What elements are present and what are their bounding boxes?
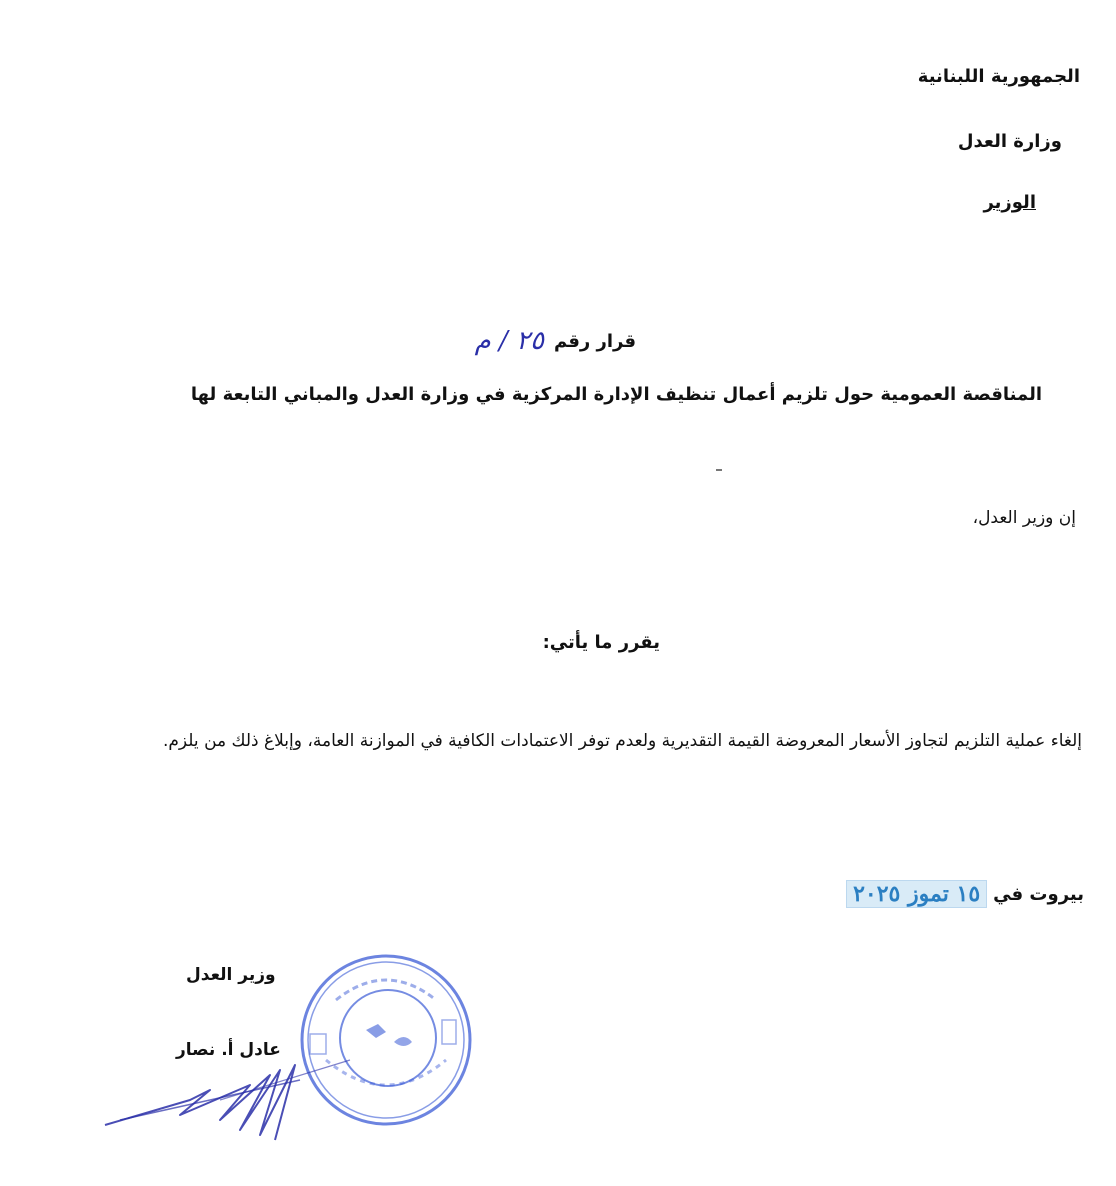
decision-line	[475, 326, 636, 356]
signatory-title: وزير العدل	[186, 965, 276, 985]
date-stamp: ١٥ تموز ٢٠٢٥	[846, 880, 987, 908]
decision-number: ٢٥ / م	[474, 326, 544, 356]
decides-heading: يقرر ما يأتي:	[542, 632, 660, 653]
place-date-line	[846, 880, 1084, 908]
signatory-name: عادل أ. نصار	[176, 1040, 281, 1060]
decision-label: قرار رقم	[553, 330, 636, 352]
header-minister: الوزير	[983, 192, 1036, 213]
handwritten-signature	[100, 1040, 360, 1150]
preamble: إن وزير العدل،	[972, 508, 1076, 528]
stray-mark	[716, 469, 722, 471]
document-subject: المناقصة العمومية حول تلزيم أعمال تنظيف الإدارة المركزية في وزارة العدل والمباني التابعة لها	[190, 384, 1042, 405]
decision-body: إلغاء عملية التلزيم لتجاوز الأسعار المعروضة القيمة التقديرية ولعدم توفر الاعتمادات الكافية في الموازنة العامة، وإبلاغ ذلك من يلزم.	[163, 731, 1082, 751]
header-country: الجمهورية اللبنانية	[917, 66, 1080, 87]
place-label: بيروت في	[993, 883, 1084, 905]
header-ministry: وزارة العدل	[957, 131, 1062, 152]
